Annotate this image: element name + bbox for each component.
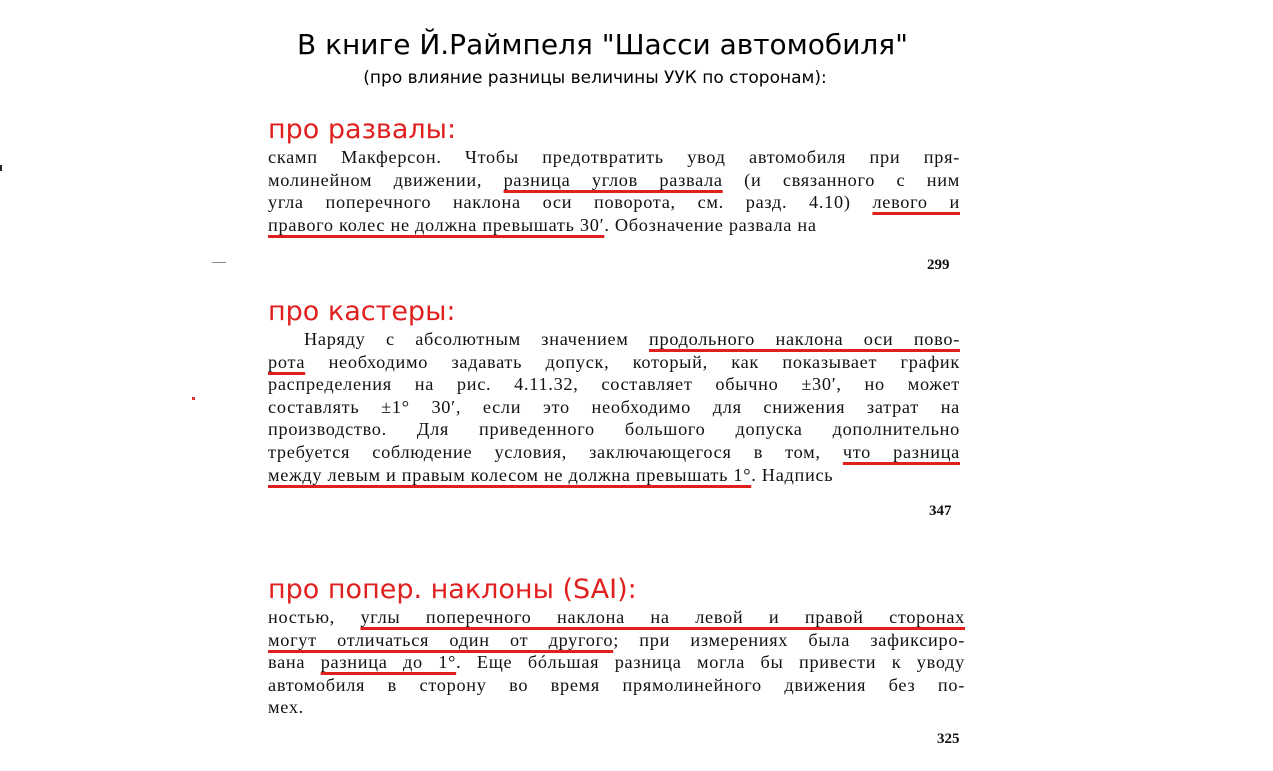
page-title: В книге Й.Раймпеля "Шасси автомобиля" [296, 28, 909, 61]
text-line: распределения на рис. 4.11.32, составляет обычно ±30′, но может [268, 374, 960, 395]
section-text-caster [268, 328, 960, 486]
page-number-caster: 347 [929, 503, 952, 519]
text-line: мех. [268, 697, 304, 718]
text-line: ностью, углы поперечного наклона на левой и правой сторонах [268, 607, 966, 627]
scan-speck [0, 165, 2, 171]
underlined-phrase: продольного наклона оси пово- [649, 329, 960, 349]
section-heading-camber: про развалы: [268, 114, 457, 145]
underlined-phrase: углы поперечного наклона на левой и правой сторонах [360, 607, 966, 627]
text-line: требуется соблюдение условия, заключающегося в том, что разница [268, 441, 960, 462]
text-line: молинейном движении, разница углов развала (и связанного с ним [268, 169, 960, 190]
text-line: Наряду с абсолютным значением продольного наклона оси пово- [304, 329, 960, 349]
page-subtitle: (про влияние разницы величины УУК по сторонам): [363, 68, 827, 88]
text-line: могут отличаться один от другого; при измерениях была зафиксиро- [268, 629, 965, 650]
underlined-phrase: рота [268, 351, 306, 372]
page-number-camber: 299 [927, 257, 950, 273]
underlined-phrase: что разница [842, 441, 960, 462]
text-line: рота необходимо задавать допуск, который, как показывает график [268, 351, 960, 372]
underlined-phrase: между левым и правым колесом не должна превышать 1° [268, 464, 752, 485]
underlined-phrase: разница углов развала [503, 169, 723, 190]
text-line: между левым и правым колесом не должна превышать 1°. Надпись [268, 464, 834, 485]
text-line: автомобиля в сторону во время прямолинейного движения без по- [268, 674, 965, 695]
page-number-sai: 325 [937, 731, 960, 747]
underlined-phrase: левого и [872, 192, 960, 213]
scan-speck [212, 262, 226, 263]
underlined-phrase: разница до 1° [320, 652, 457, 673]
underlined-phrase: могут отличаться один от другого [268, 629, 614, 650]
text-line: составлять ±1° 30′, если это необходимо для снижения затрат на [268, 396, 960, 417]
text-line: скамп Макферсон. Чтобы предотвратить увод автомобиля при пря- [268, 147, 960, 167]
text-line: правого колес не должна превышать 30′. Обозначение развала на [268, 214, 817, 235]
underlined-phrase: правого колес не должна превышать 30′ [268, 214, 605, 235]
text-line: производство. Для приведенного большого допуска дополнительно [268, 419, 960, 440]
section-heading-sai: про попер. наклоны (SAI): [268, 574, 637, 605]
scan-speck [192, 397, 195, 400]
section-text-sai [268, 606, 965, 719]
text-line: вана разница до 1°. Еще бóльшая разница могла бы привести к уводу [268, 652, 965, 673]
section-text-camber [268, 146, 960, 236]
text-line: угла поперечного наклона оси поворота, см. разд. 4.10) левого и [268, 192, 960, 213]
section-heading-caster: про кастеры: [268, 296, 456, 327]
